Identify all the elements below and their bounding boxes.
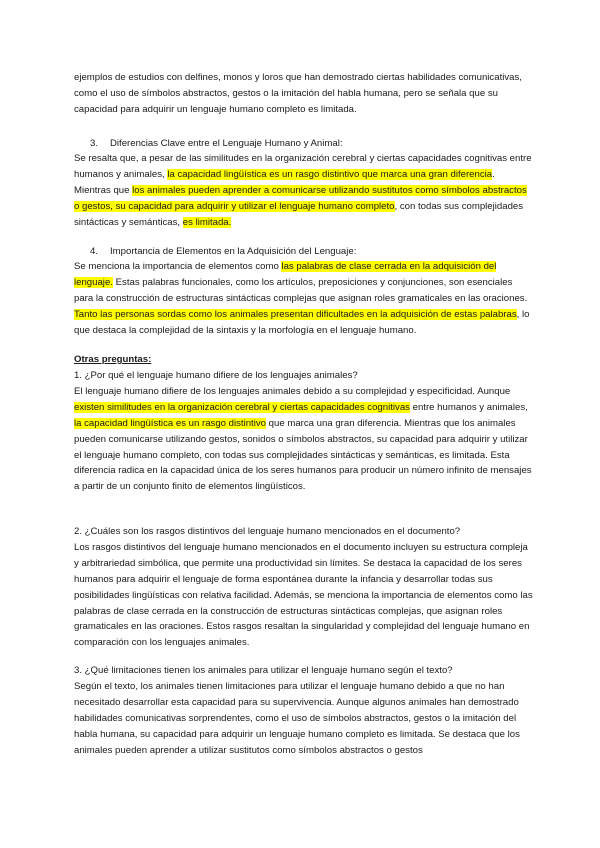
section-4-heading — [90, 244, 530, 259]
answer-1-highlight-1: existen similitudes en la organización cerebral y ciertas capacidades cognitivas — [74, 401, 410, 413]
section-4-paragraph — [74, 259, 534, 339]
answer-1-text-2: entre humanos y animales, — [409, 401, 528, 413]
intro-paragraph: ejemplos de estudios con delfines, monos y loros que han demostrado ciertas habilidades comunicativas, como el uso de símbolos abstractos, gestos o la imitación del habla humana, pero se señala que su capacidad para adquirir un lenguaje humano completo es limitada. — [74, 72, 522, 115]
other-questions-title — [74, 352, 534, 368]
answer-1-highlight-2: la capacidad lingüística es un rasgo distintivo — [74, 417, 266, 429]
question-3: 3. ¿Qué limitaciones tienen los animales para utilizar el lenguaje humano según el texto? — [74, 665, 453, 676]
question-2-block — [74, 524, 534, 651]
section-4-text-3: , lo que destaca la complejidad de la sintaxis y la morfología en el lenguaje humano. — [74, 308, 530, 336]
section-3-heading-text: Diferencias Clave entre el Lenguaje Humano y Animal: — [110, 138, 343, 149]
section-3-text-1: Se resalta que, a pesar de las similitudes en la organización cerebral y ciertas capacidades cognitivas entre humanos y animales, — [74, 153, 532, 180]
answer-3: Según el texto, los animales tienen limitaciones para utilizar el lenguaje humano debido a que no han necesitado desarrollar esta capacidad para su supervivencia. Aunque algunos animales han demostrado habilidades comunicativas sorprendentes, como el uso de símbolos abstractos, gestos o la imitación del habla humana, su capacidad para adquirir un lenguaje humano completo es limitada. Se destaca que los animales pueden aprender a utilizar sustitutos como símbolos abstractos o gestos — [74, 680, 520, 756]
section-3-text-3: , con todas sus complejidades sintácticas y semánticas, — [74, 200, 524, 228]
question-1-block — [74, 368, 534, 495]
section-3-text-2: . Mientras que — [74, 168, 495, 196]
other-questions-title-text: Otras preguntas: — [74, 354, 152, 365]
question-2: 2. ¿Cuáles son los rasgos distintivos del lenguaje humano mencionados en el documento? — [74, 526, 461, 537]
section-3-highlight-3: es limitada. — [182, 216, 232, 228]
section-4-highlight-2: Tanto las personas sordas como los animales presentan dificultades en la adquisición de estas palabras — [74, 308, 517, 320]
section-3-highlight-1: la capacidad lingüística es un rasgo distintivo que marca una gran diferencia — [167, 168, 493, 180]
section-3-heading — [90, 136, 530, 151]
question-1: 1. ¿Por qué el lenguaje humano difiere de los lenguajes animales? — [74, 370, 358, 381]
section-3-highlight-2: los animales pueden aprender a comunicarse utilizando sustitutos como símbolos abstractos o gestos, su capacidad para adquirir y utilizar el lenguaje humano completo — [74, 184, 527, 212]
section-4-text-1: Se menciona la importancia de elementos como — [74, 261, 282, 272]
answer-1-text-3: que marca una gran diferencia. Mientras que los animales pueden comunicarse utilizando gestos, sonidos o símbolos abstractos, su capacidad para adquirir y utilizar el lenguaje humano completo, con todas sus complejidades sintácticas y semánticas, es limitada. Esta diferencia radica en la capacidad única de los seres humanos para producir un número infinito de mensajes a partir de un conjunto finito de elementos lingüísticos. — [74, 417, 532, 493]
question-3-block — [74, 663, 534, 758]
section-3-paragraph — [74, 151, 534, 231]
section-4-highlight-1: las palabras de clase cerrada en la adquisición del lenguaje. — [74, 261, 497, 288]
section-4-number: 4. — [90, 246, 99, 257]
answer-1-text-1: El lenguaje humano difiere de los lenguajes animales debido a su complejidad y especificidad. Aunque — [74, 385, 511, 397]
section-3-number: 3. — [90, 138, 99, 149]
section-4-text-2: Estas palabras funcionales, como los artículos, preposiciones y conjunciones, son esenciales para la construcción de estructuras sintácticas complejas que asignan roles gramaticales en las oraciones. — [74, 276, 528, 304]
answer-2: Los rasgos distintivos del lenguaje humano mencionados en el documento incluyen su estructura compleja y arbitrariedad simbólica, que permite una productividad sin límites. Se destaca la capacidad de los seres humanos para adquirir el lenguaje de forma espontánea durante la infancia y desarrollar todas sus posibilidades lingüísticas con relativa facilidad. Además, se menciona la importancia de elementos como las palabras de clase cerrada en la construcción de estructuras sintácticas complejas, que asignan roles gramaticales en las oraciones. Estos rasgos resaltan la singularidad y complejidad del lenguaje humano en comparación con los lenguajes animales. — [74, 541, 533, 649]
section-4-heading-text: Importancia de Elementos en la Adquisición del Lenguaje: — [110, 246, 357, 257]
